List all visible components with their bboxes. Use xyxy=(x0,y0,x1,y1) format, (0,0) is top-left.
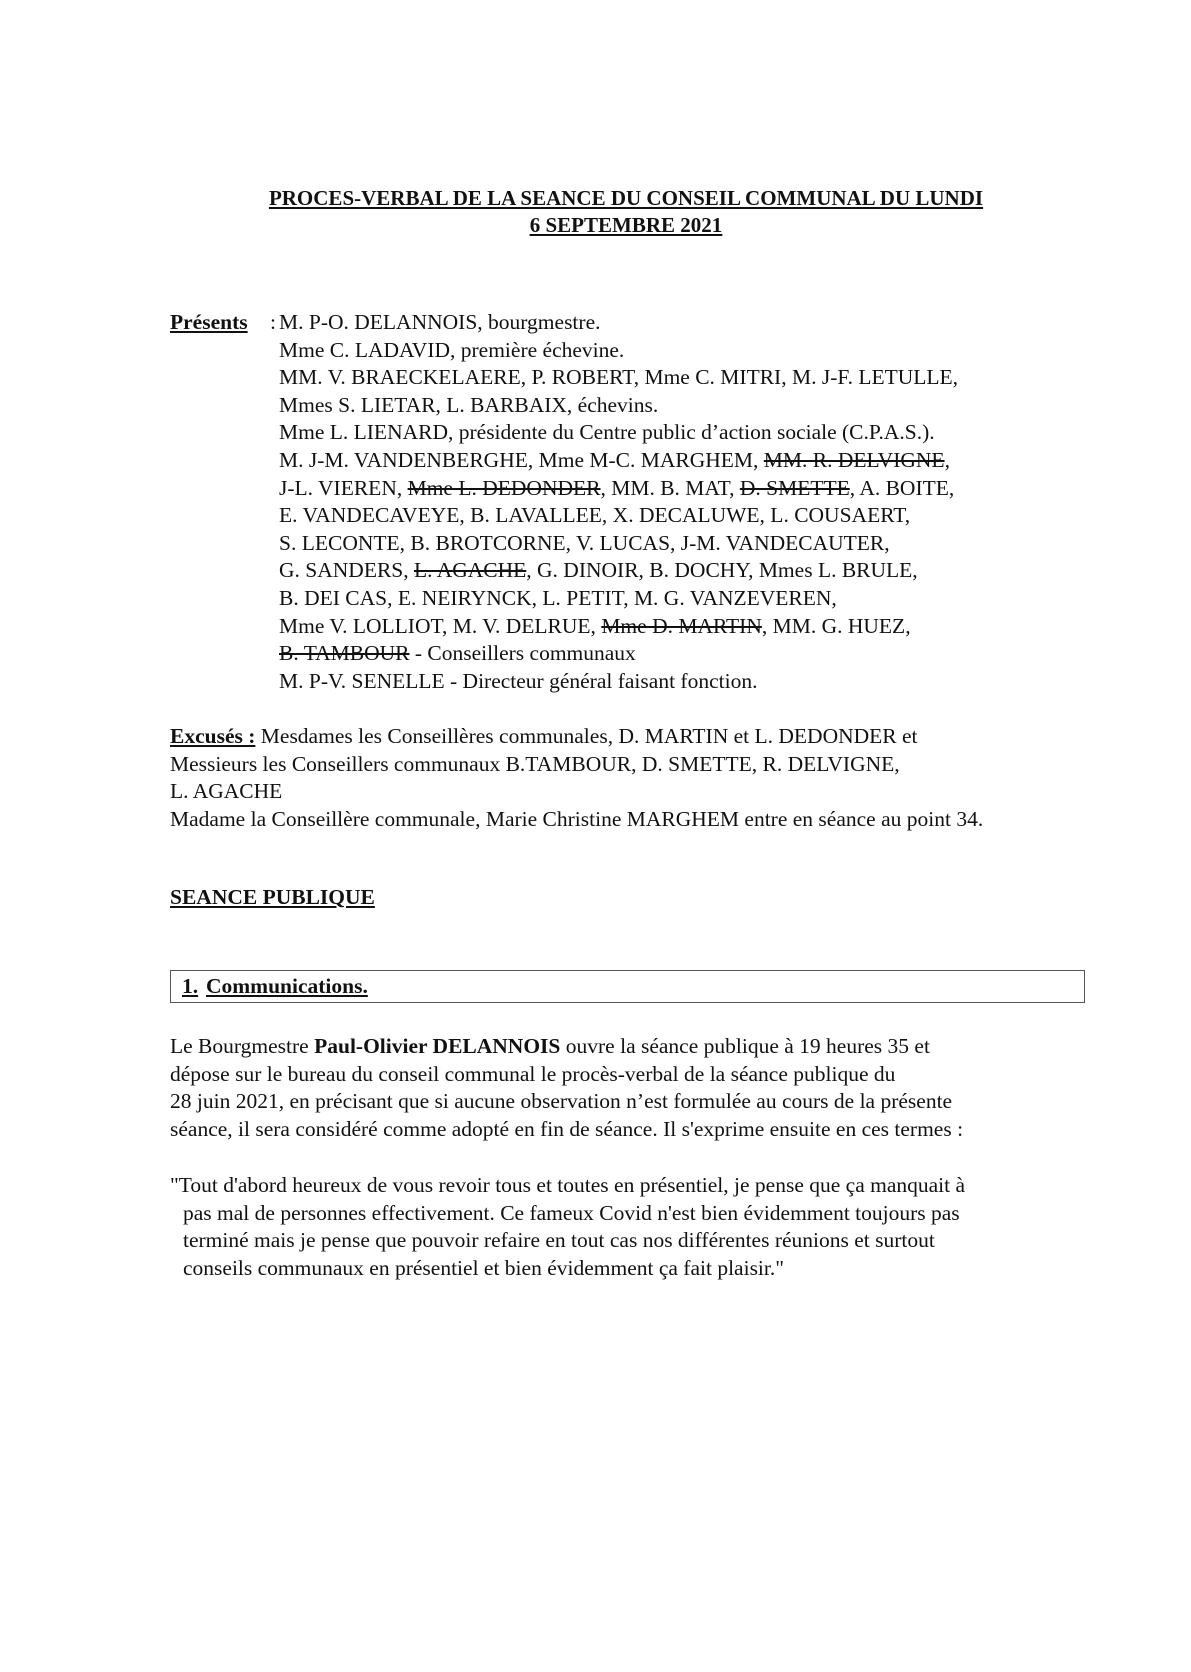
attendees-text: , A. BOITE, xyxy=(849,475,955,500)
section-title: SEANCE PUBLIQUE xyxy=(170,885,375,909)
opening-paragraph xyxy=(170,1033,1110,1143)
attendees-colon: : xyxy=(270,310,276,334)
attendees-text: , MM. B. MAT, xyxy=(600,475,740,500)
attendees-text: J-L. VIEREN, xyxy=(279,475,408,500)
agenda-point-box xyxy=(170,970,1085,1003)
excused-line-1 xyxy=(170,723,1110,751)
document-title xyxy=(170,185,1082,239)
attendees-text: Mme L. LIENARD, présidente du Centre public d’action sociale (C.P.A.S.). xyxy=(279,420,935,445)
agenda-point-title: Communications. xyxy=(206,974,368,998)
struck-name: Mme D. MARTIN xyxy=(601,613,762,638)
paragraph-line-4: séance, il sera considéré comme adopté en fin de séance. Il s'exprime ensuite en ces termes : xyxy=(170,1116,964,1141)
attendees-text: - Conseillers communaux xyxy=(409,641,636,666)
attendees-line xyxy=(279,557,1109,585)
attendees-text: Mmes S. LIETAR, L. BARBAIX, échevins. xyxy=(279,392,659,417)
attendees-line xyxy=(279,640,1109,668)
attendees-text: S. LECONTE, B. BROTCORNE, V. LUCAS, J-M. VANDECAUTER, xyxy=(279,530,890,555)
attendees-line xyxy=(279,337,1109,365)
excused-section xyxy=(170,723,1110,833)
attendees-text: , MM. G. HUEZ, xyxy=(761,613,911,638)
attendees-list xyxy=(279,309,1109,695)
agenda-point-number: 1. xyxy=(182,974,199,998)
struck-name: Mme L. DEDONDER xyxy=(407,475,601,500)
title-line-2: 6 SEPTEMBRE 2021 xyxy=(529,213,723,237)
quote-line-3: terminé mais je pense que pouvoir refaire en tout cas nos différentes réunions et surtout xyxy=(183,1228,935,1253)
attendees-text: G. SANDERS, xyxy=(279,558,414,583)
excused-line-2: Messieurs les Conseillers communaux B.TAMBOUR, D. SMETTE, R. DELVIGNE, xyxy=(170,751,900,776)
quote-line-1: "Tout d'abord heureux de vous revoir tous et toutes en présentiel, je pense que ça manquait à xyxy=(170,1173,966,1197)
quote-line-4: conseils communaux en présentiel et bien évidemment ça fait plaisir." xyxy=(183,1255,785,1280)
paragraph-line-2: dépose sur le bureau du conseil communal le procès-verbal de la séance publique du xyxy=(170,1061,896,1086)
excused-line-3: L. AGACHE xyxy=(170,779,283,804)
title-line-1: PROCES-VERBAL DE LA SEANCE DU CONSEIL COMMUNAL DU LUNDI xyxy=(268,186,984,210)
quote-line-2: pas mal de personnes effectivement. Ce fameux Covid n'est bien évidemment toujours pas xyxy=(183,1200,960,1225)
attendees-text: Mme V. LOLLIOT, M. V. DELRUE, xyxy=(279,613,602,638)
paragraph-line-1 xyxy=(170,1033,1110,1061)
struck-name: B. TAMBOUR xyxy=(279,641,410,666)
attendees-line xyxy=(279,392,1109,420)
attendees-line xyxy=(279,668,1109,696)
attendees-line xyxy=(279,309,1109,337)
paragraph-line-3: 28 juin 2021, en précisant que si aucune observation n’est formulée au cours de la présente xyxy=(170,1089,953,1114)
attendees-line xyxy=(279,585,1109,613)
excused-line-4: Madame la Conseillère communale, Marie Christine MARGHEM entre en séance au point 34. xyxy=(170,806,984,831)
attendees-line xyxy=(279,475,1109,503)
excused-text-1: Mesdames les Conseillères communales, D. MARTIN et L. DEDONDER et xyxy=(255,724,918,748)
attendees-line xyxy=(279,530,1109,558)
excused-label: Excusés : xyxy=(170,724,256,748)
mayor-quote xyxy=(170,1172,1110,1282)
mayor-name: Paul-Olivier DELANNOIS xyxy=(314,1034,561,1058)
struck-name: L. AGACHE xyxy=(414,558,527,583)
attendees-text: B. DEI CAS, E. NEIRYNCK, L. PETIT, M. G. VANZEVEREN, xyxy=(279,585,837,610)
paragraph-text-c: ouvre la séance publique à 19 heures 35 et xyxy=(560,1034,930,1058)
attendees-text: M. J-M. VANDENBERGHE, Mme M-C. MARGHEM, xyxy=(279,447,764,472)
attendees-text: , G. DINOIR, B. DOCHY, Mmes L. BRULE, xyxy=(526,558,918,583)
attendees-text: M. P-V. SENELLE - Directeur général faisant fonction. xyxy=(279,668,758,693)
paragraph-text-a: Le Bourgmestre xyxy=(170,1034,315,1058)
attendees-text: E. VANDECAVEYE, B. LAVALLEE, X. DECALUWE, L. COUSAERT, xyxy=(279,503,911,528)
struck-name: MM. R. DELVIGNE xyxy=(763,447,945,472)
attendees-line xyxy=(279,364,1109,392)
attendees-text: Mme C. LADAVID, première échevine. xyxy=(279,337,625,362)
attendees-line xyxy=(279,419,1109,447)
attendees-line xyxy=(279,613,1109,641)
attendees-label: Présents xyxy=(170,310,248,334)
attendees-text: MM. V. BRAECKELAERE, P. ROBERT, Mme C. MITRI, M. J-F. LETULLE, xyxy=(279,365,959,390)
attendees-text: , xyxy=(944,447,950,472)
struck-name: D. SMETTE xyxy=(739,475,850,500)
attendees-line xyxy=(279,447,1109,475)
attendees-line xyxy=(279,502,1109,530)
attendees-text: M. P-O. DELANNOIS, bourgmestre. xyxy=(279,310,601,334)
